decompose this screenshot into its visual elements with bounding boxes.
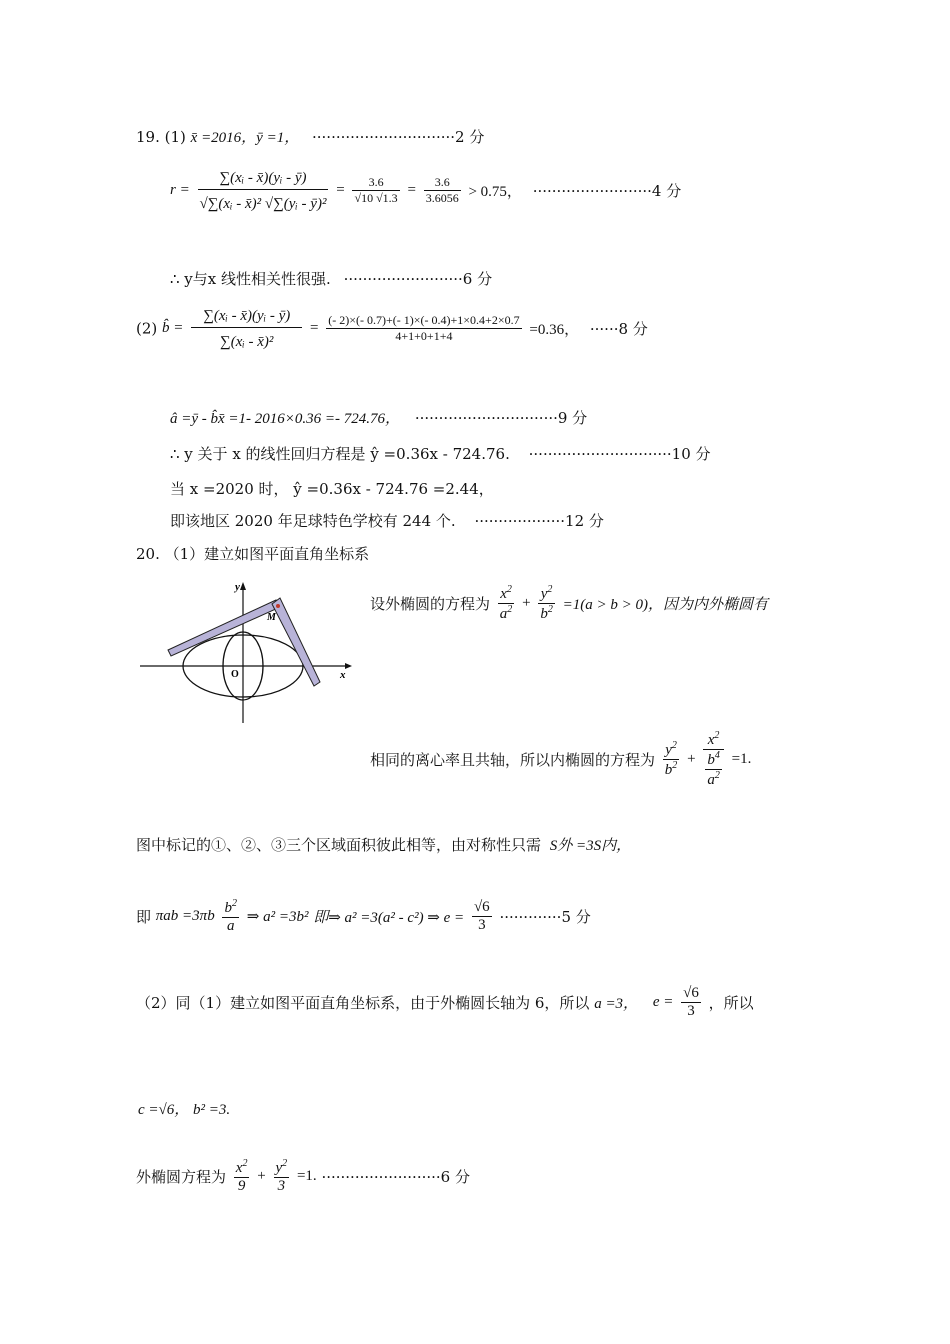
label-m: M [267,612,276,623]
inner-frac-y: $\frac{y^2}{b^2}$ [664,740,678,778]
b-calc-fraction [326,313,521,344]
a-line [170,407,587,428]
q19-part1-line [136,126,484,147]
c-line [138,1098,230,1119]
r-denominator: √∑(xᵢ - x̄)² √∑(yᵢ - ȳ)² [199,196,327,212]
r-numerator: ∑(xᵢ - x̄)(yᵢ - ȳ) [198,168,329,190]
region-line [136,834,631,855]
prediction-text: 当 x =2020 时， ŷ =0.36x - 724.76 =2.44， [170,480,494,498]
label-y: y [235,581,240,593]
derive-3: 即⇒ a² =3(a² - c²) ⇒ e = [313,910,465,926]
inner-frac-x: $\frac{x^2}{\frac{b^4}{a^2}}$ [703,730,724,789]
r-f2-num: 3.6 [424,175,461,191]
r-formula-line: r = $\frac{\text{∑(xᵢ - x̄)(yᵢ - ȳ)}}{\text{√∑(xᵢ - x̄)² √∑(yᵢ - ȳ)²}}$ = $\frac{3.6}{√10 √1.3}$ = $\frac{3.6}{3.6056}$ > 0.75， ·························4 分 [170,170,682,212]
q19-conclusion-line [170,268,492,289]
y-axis-arrow-icon [240,582,246,590]
q19-mark-2: ······························2 分 [312,128,485,146]
answer-line [170,510,604,531]
q20-part2-e-frac: $\frac{√6}{3}$ [683,985,699,1019]
derive-frac: $\frac{b^2}{a}$ [224,898,237,934]
q20-part2-a: a =3， [594,996,639,1012]
b-calc-den: 4+1+0+1+4 [395,329,453,343]
q19-mark-12: ···················12 分 [474,512,604,530]
b-main-fraction [191,306,302,351]
q19-part2-label: (2) [136,319,158,338]
right-bar [272,598,320,686]
ellipse-figure [140,578,360,728]
q20-heading: 20. （1）建立如图平面直角坐标系 [136,545,370,563]
outer-ellipse-line: 设外椭圆的方程为 $\frac{x^2}{a^2}$ + $\frac{y^2}{b^2}$ =1(a > b > 0)，因为内外椭圆有 [370,584,768,622]
inner-text: 相同的离心率且共轴，所以内椭圆的方程为 [370,751,656,769]
r-tail: > 0.75， [468,184,522,200]
q19-conclusion: ∴ y与x 线性相关性很强. [170,270,331,288]
r-lhs: r = [170,182,190,198]
r-f1-num: 3.6 [352,175,399,191]
r-fraction-1 [352,175,399,206]
b-formula-line: (2) b̂ = $\frac{\text{∑(xᵢ - x̄)(yᵢ - ȳ)}}{\text{∑(xᵢ - x̄)²}}$ = $\frac{(- 2)\times(- 0.7)+(- 1)\times(- 0.4)+1\times 0.4+2\times 0.7}{4+1+0+1+4}$ =0.36， ······8 分 [136,308,648,350]
final-frac-y: $\frac{y^2}{3}$ [275,1158,288,1194]
q19-mark-4: ·························4 分 [532,182,682,200]
derive-2: ⇒ a² =3b² [246,909,309,925]
q19-mark-9: ······························9 分 [414,409,588,427]
r-main-fraction [198,168,329,213]
outer-text: 设外椭圆的方程为 [370,595,491,613]
final-text: 外椭圆方程为 [136,1168,227,1186]
answer-text: 即该地区 2020 年足球特色学校有 244 个. [170,512,456,530]
q20-mark-6: ·························6 分 [321,1168,470,1186]
final-line: 外椭圆方程为 $\frac{x^2}{9}$ + $\frac{y^2}{3}$ =1. ·························6 分 [136,1158,470,1194]
q19-means: x̄ =2016，ȳ =1， [190,130,300,146]
c-formula: c =√6， b² =3. [138,1102,231,1118]
b-calc-num: (- 2)×(- 0.7)+(- 1)×(- 0.4)+1×0.4+2×0.7 [328,313,520,327]
b-numerator: ∑(xᵢ - x̄)(yᵢ - ȳ) [191,306,302,328]
label-origin: O [231,669,239,680]
b-lhs: b̂ = [162,320,184,336]
regression-line [170,443,711,464]
b-value: =0.36， [529,322,580,338]
r-f1-den: √10 √1.3 [354,191,398,205]
q19-label: 19. (1) [136,128,186,146]
derivation-line [136,898,591,935]
q20-part2-line [136,985,754,1020]
q19-mark-8: ······8 分 [589,320,648,338]
eccentricity-frac: $\frac{√6}{3}$ [473,899,490,933]
outer-frac-x: $\frac{x^2}{a^2}$ [499,584,513,622]
region-text: 图中标记的①、②、③三个区域面积彼此相等，由对称性只需 [136,836,542,854]
outer-tail: =1(a > b > 0)，因为内外椭圆有 [562,597,768,613]
q19-mark-10: ······························10 分 [528,445,711,463]
q19-mark-6: ·························6 分 [343,270,493,288]
derive-prefix: 即 [136,908,152,926]
inner-tail: =1. [731,751,752,767]
q20-mark-5: ·············5 分 [499,908,591,926]
derive-1: πab =3πb [155,908,215,924]
q20-part2-text: （2）同（1）建立如图平面直角坐标系，由于外椭圆长轴为 6，所以 [136,994,590,1012]
final-tail: =1. [296,1168,317,1184]
label-x: x [340,669,346,681]
b-denominator: ∑(xᵢ - x̄)² [220,334,274,350]
regression-equation: ∴ y 关于 x 的线性回归方程是 ŷ =0.36x - 724.76. [170,445,510,463]
x-axis-arrow-icon [345,663,352,669]
region-formula: S外 =3S内， [549,838,632,854]
left-bar [168,600,278,656]
prediction-line [170,478,494,499]
inner-ellipse-line: 相同的离心率且共轴，所以内椭圆的方程为 $\frac{y^2}{b^2}$ + $\frac{x^2}{\frac{b^4}{a^2}}$ =1. [370,730,752,788]
q20-part2-tail: ，所以 [708,994,754,1012]
final-frac-x: $\frac{x^2}{9}$ [235,1158,248,1194]
q20-part2-e: e = [652,994,674,1010]
r-f2-den: 3.6056 [425,191,459,205]
outer-frac-y: $\frac{y^2}{b^2}$ [540,584,553,622]
a-formula: â =ȳ - b̂x̄ =1- 2016×0.36 =- 724.76， [170,411,401,427]
r-fraction-2 [424,175,461,206]
point-m [276,604,280,608]
